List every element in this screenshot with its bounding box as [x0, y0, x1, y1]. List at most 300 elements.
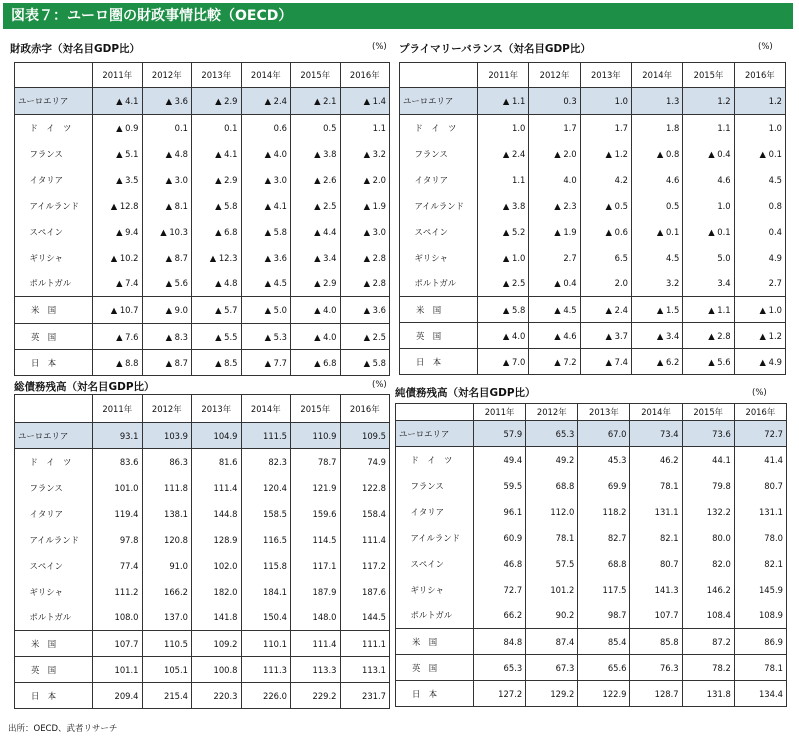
value-cell: ▲ 7.4 — [580, 349, 631, 375]
value-cell: 141.8 — [192, 605, 242, 631]
value-cell: 187.9 — [291, 579, 341, 605]
value-cell: 114.5 — [291, 527, 341, 553]
value-cell: ▲ 4.1 — [241, 193, 291, 219]
value-cell: ▲ 0.9 — [93, 115, 143, 141]
value-cell: 144.5 — [340, 605, 390, 631]
value-cell: 117.5 — [578, 577, 630, 603]
value-cell: 105.1 — [142, 657, 192, 683]
table-row — [400, 323, 786, 349]
indent-cell — [396, 447, 408, 473]
table-row — [396, 421, 787, 447]
value-cell: ▲ 3.6 — [340, 297, 390, 324]
value-cell: 49.4 — [474, 447, 526, 473]
value-cell: 6.5 — [580, 245, 631, 271]
value-cell: 145.9 — [734, 577, 786, 603]
value-cell: ▲ 1.9 — [529, 219, 580, 245]
year-header: 2015年 — [291, 395, 341, 423]
value-cell: ▲ 0.6 — [580, 219, 631, 245]
value-cell: ▲ 3.6 — [241, 245, 291, 271]
row-label: スペイン — [27, 553, 93, 579]
value-cell: 1.1 — [478, 167, 529, 193]
value-cell: 78.1 — [630, 473, 682, 499]
row-label: 米 国 — [396, 629, 474, 655]
value-cell: ▲ 0.4 — [529, 271, 580, 297]
value-cell: 82.3 — [241, 449, 291, 475]
row-label: 日 本 — [15, 683, 93, 709]
value-cell: 2.7 — [529, 245, 580, 271]
value-cell: 120.8 — [142, 527, 192, 553]
value-cell: ▲ 4.6 — [529, 323, 580, 349]
value-cell: ▲ 12.3 — [192, 245, 242, 271]
header-blank — [15, 395, 93, 423]
table-row — [15, 475, 390, 501]
value-cell: 41.4 — [734, 447, 786, 473]
year-header: 2013年 — [192, 395, 242, 423]
value-cell: 72.7 — [734, 421, 786, 447]
indent-cell — [15, 271, 27, 297]
unit-label: (%) — [372, 42, 387, 52]
value-cell: 0.3 — [529, 88, 580, 115]
value-cell: ▲ 7.7 — [241, 350, 291, 376]
value-cell: 120.4 — [241, 475, 291, 501]
table-row — [15, 297, 390, 324]
header-blank — [396, 404, 474, 421]
value-cell: 122.9 — [578, 681, 630, 707]
row-label: イタリア — [408, 499, 474, 525]
indent-cell — [400, 219, 412, 245]
value-cell: ▲ 2.1 — [291, 88, 341, 115]
value-cell: ▲ 5.2 — [478, 219, 529, 245]
value-cell: ▲ 2.0 — [529, 141, 580, 167]
value-cell: ▲ 4.0 — [478, 323, 529, 349]
value-cell: ▲ 0.4 — [683, 141, 734, 167]
table-row — [400, 88, 786, 115]
value-cell: ▲ 1.5 — [631, 297, 682, 323]
row-label: スペイン — [27, 219, 93, 245]
value-cell: ▲ 6.8 — [192, 219, 242, 245]
value-cell: 137.0 — [142, 605, 192, 631]
value-cell: 1.1 — [683, 115, 734, 141]
year-header: 2011年 — [93, 395, 143, 423]
value-cell: 96.1 — [474, 499, 526, 525]
value-cell: 101.0 — [93, 475, 143, 501]
table-row — [15, 167, 390, 193]
value-cell: 1.0 — [580, 88, 631, 115]
value-cell: 0.1 — [192, 115, 242, 141]
value-cell: 111.4 — [340, 527, 390, 553]
value-cell: 78.7 — [291, 449, 341, 475]
row-label: ギリシャ — [408, 577, 474, 603]
value-cell: ▲ 1.0 — [478, 245, 529, 271]
value-cell: 69.9 — [578, 473, 630, 499]
year-header: 2012年 — [526, 404, 578, 421]
value-cell: 68.8 — [526, 473, 578, 499]
value-cell: ▲ 0.5 — [580, 193, 631, 219]
year-header: 2011年 — [93, 63, 143, 88]
value-cell: 108.4 — [682, 603, 734, 629]
indent-cell — [396, 603, 408, 629]
value-cell: ▲ 6.2 — [631, 349, 682, 375]
value-cell: ▲ 9.4 — [93, 219, 143, 245]
value-cell: ▲ 2.8 — [683, 323, 734, 349]
value-cell: ▲ 2.6 — [291, 167, 341, 193]
value-cell: 121.9 — [291, 475, 341, 501]
value-cell: ▲ 12.8 — [93, 193, 143, 219]
row-label: ギリシャ — [27, 245, 93, 271]
value-cell: ▲ 4.1 — [93, 88, 143, 115]
table-row — [15, 527, 390, 553]
row-label: フランス — [408, 473, 474, 499]
value-cell: 159.6 — [291, 501, 341, 527]
value-cell: 113.1 — [340, 657, 390, 683]
value-cell: 107.7 — [93, 631, 143, 657]
value-cell: 182.0 — [192, 579, 242, 605]
row-label: ユーロエリア — [396, 421, 474, 447]
row-label: ユーロエリア — [400, 88, 478, 115]
header-blank — [15, 63, 93, 88]
value-cell: 1.7 — [580, 115, 631, 141]
year-header: 2014年 — [630, 404, 682, 421]
indent-cell — [400, 167, 412, 193]
value-cell: ▲ 10.7 — [93, 297, 143, 324]
header-row — [396, 404, 787, 421]
value-cell: ▲ 3.0 — [241, 167, 291, 193]
value-cell: 131.1 — [630, 499, 682, 525]
value-cell: ▲ 5.5 — [192, 324, 242, 350]
value-cell: 87.2 — [682, 629, 734, 655]
value-cell: 4.6 — [631, 167, 682, 193]
row-label: 日 本 — [396, 681, 474, 707]
value-cell: 4.5 — [734, 167, 785, 193]
value-cell: ▲ 2.4 — [241, 88, 291, 115]
row-label: イタリア — [27, 501, 93, 527]
year-header: 2016年 — [340, 395, 390, 423]
table-row — [396, 577, 787, 603]
value-cell: 1.7 — [529, 115, 580, 141]
value-cell: ▲ 2.5 — [478, 271, 529, 297]
value-cell: 1.0 — [478, 115, 529, 141]
header-row — [400, 63, 786, 88]
value-cell: ▲ 3.7 — [580, 323, 631, 349]
value-cell: 59.5 — [474, 473, 526, 499]
value-cell: ▲ 7.0 — [478, 349, 529, 375]
value-cell: 129.2 — [526, 681, 578, 707]
row-label: 日 本 — [400, 349, 478, 375]
value-cell: 229.2 — [291, 683, 341, 709]
value-cell: 57.5 — [526, 551, 578, 577]
value-cell: ▲ 4.0 — [291, 297, 341, 324]
table-row — [15, 553, 390, 579]
indent-cell — [15, 527, 27, 553]
value-cell: ▲ 5.8 — [340, 350, 390, 376]
row-label: 日 本 — [15, 350, 93, 376]
table-row — [396, 447, 787, 473]
row-label: 英 国 — [396, 655, 474, 681]
value-cell: 132.2 — [682, 499, 734, 525]
indent-cell — [400, 115, 412, 141]
value-cell: 113.3 — [291, 657, 341, 683]
value-cell: 117.2 — [340, 553, 390, 579]
value-cell: 128.7 — [630, 681, 682, 707]
value-cell: ▲ 3.0 — [142, 167, 192, 193]
year-header: 2011年 — [474, 404, 526, 421]
table-row — [400, 167, 786, 193]
value-cell: 102.0 — [192, 553, 242, 579]
value-cell: 80.7 — [630, 551, 682, 577]
indent-cell — [396, 525, 408, 551]
indent-cell — [400, 245, 412, 271]
unit-label: (%) — [758, 42, 773, 52]
unit-label: (%) — [752, 388, 767, 398]
value-cell: ▲ 5.8 — [478, 297, 529, 323]
row-label: 米 国 — [15, 631, 93, 657]
value-cell: 46.8 — [474, 551, 526, 577]
value-cell: 82.1 — [630, 525, 682, 551]
value-cell: 119.4 — [93, 501, 143, 527]
value-cell: ▲ 3.4 — [631, 323, 682, 349]
value-cell: ▲ 7.2 — [529, 349, 580, 375]
source-note: 出所：OECD、武者リサーチ — [8, 724, 118, 734]
value-cell: 66.2 — [474, 603, 526, 629]
value-cell: 131.1 — [734, 499, 786, 525]
table-row — [400, 141, 786, 167]
year-header: 2016年 — [734, 63, 785, 88]
row-label: ポルトガル — [27, 605, 93, 631]
year-header: 2016年 — [734, 404, 786, 421]
value-cell: ▲ 2.0 — [340, 167, 390, 193]
value-cell: 1.3 — [631, 88, 682, 115]
row-label: イタリア — [412, 167, 478, 193]
panel-title-fiscal-deficit: 財政赤字（対名目GDP比） — [10, 43, 141, 55]
row-label: 英 国 — [15, 324, 93, 350]
value-cell: 78.2 — [682, 655, 734, 681]
table-row — [400, 349, 786, 375]
value-cell: 109.2 — [192, 631, 242, 657]
table-row — [15, 271, 390, 297]
value-cell: 108.9 — [734, 603, 786, 629]
value-cell: ▲ 0.8 — [631, 141, 682, 167]
year-header: 2014年 — [241, 395, 291, 423]
value-cell: ▲ 5.1 — [93, 141, 143, 167]
value-cell: 67.0 — [578, 421, 630, 447]
value-cell: 128.9 — [192, 527, 242, 553]
value-cell: 57.9 — [474, 421, 526, 447]
value-cell: 215.4 — [142, 683, 192, 709]
value-cell: ▲ 5.7 — [192, 297, 242, 324]
row-label: ド イ ツ — [27, 115, 93, 141]
value-cell: 86.9 — [734, 629, 786, 655]
value-cell: 82.1 — [734, 551, 786, 577]
row-label: アイルランド — [27, 527, 93, 553]
value-cell: 122.8 — [340, 475, 390, 501]
value-cell: 78.0 — [734, 525, 786, 551]
value-cell: ▲ 8.7 — [142, 350, 192, 376]
value-cell: 4.2 — [580, 167, 631, 193]
value-cell: 4.0 — [529, 167, 580, 193]
indent-cell — [400, 141, 412, 167]
value-cell: ▲ 5.3 — [241, 324, 291, 350]
table-row — [15, 245, 390, 271]
value-cell: 187.6 — [340, 579, 390, 605]
value-cell: 4.5 — [631, 245, 682, 271]
table-row — [15, 683, 390, 709]
value-cell: ▲ 7.4 — [93, 271, 143, 297]
value-cell: 111.8 — [142, 475, 192, 501]
value-cell: ▲ 1.4 — [340, 88, 390, 115]
value-cell: 60.9 — [474, 525, 526, 551]
year-header: 2014年 — [241, 63, 291, 88]
value-cell: 5.0 — [683, 245, 734, 271]
value-cell: 91.0 — [142, 553, 192, 579]
value-cell: 74.9 — [340, 449, 390, 475]
value-cell: 107.7 — [630, 603, 682, 629]
value-cell: 73.4 — [630, 421, 682, 447]
value-cell: 101.1 — [93, 657, 143, 683]
table-row — [15, 579, 390, 605]
value-cell: ▲ 4.5 — [241, 271, 291, 297]
table-row — [400, 297, 786, 323]
value-cell: 103.9 — [142, 423, 192, 449]
value-cell: ▲ 9.0 — [142, 297, 192, 324]
table-row — [15, 219, 390, 245]
panel-title-primary-balance: プライマリーバランス（対名目GDP比） — [399, 43, 591, 55]
value-cell: ▲ 2.8 — [340, 245, 390, 271]
value-cell: 101.2 — [526, 577, 578, 603]
value-cell: ▲ 8.3 — [142, 324, 192, 350]
value-cell: ▲ 2.8 — [340, 271, 390, 297]
value-cell: 0.4 — [734, 219, 785, 245]
value-cell: ▲ 5.6 — [683, 349, 734, 375]
value-cell: 146.2 — [682, 577, 734, 603]
value-cell: 2.7 — [734, 271, 785, 297]
value-cell: ▲ 3.8 — [291, 141, 341, 167]
value-cell: 76.3 — [630, 655, 682, 681]
table-row — [396, 629, 787, 655]
indent-cell — [15, 449, 27, 475]
value-cell: 166.2 — [142, 579, 192, 605]
value-cell: 1.0 — [683, 193, 734, 219]
value-cell: 111.4 — [291, 631, 341, 657]
value-cell: 1.0 — [734, 115, 785, 141]
table-row — [400, 219, 786, 245]
year-header: 2011年 — [478, 63, 529, 88]
value-cell: 65.3 — [526, 421, 578, 447]
value-cell: 73.6 — [682, 421, 734, 447]
row-label: イタリア — [27, 167, 93, 193]
row-label: ド イ ツ — [27, 449, 93, 475]
table-row — [400, 115, 786, 141]
value-cell: ▲ 4.5 — [529, 297, 580, 323]
indent-cell — [400, 193, 412, 219]
table-row — [15, 657, 390, 683]
value-cell: 3.2 — [631, 271, 682, 297]
value-cell: ▲ 4.0 — [241, 141, 291, 167]
table-row — [396, 473, 787, 499]
indent-cell — [15, 475, 27, 501]
value-cell: 93.1 — [93, 423, 143, 449]
value-cell: 150.4 — [241, 605, 291, 631]
row-label: ギリシャ — [27, 579, 93, 605]
value-cell: ▲ 4.8 — [142, 141, 192, 167]
table-row — [396, 551, 787, 577]
value-cell: 110.1 — [241, 631, 291, 657]
value-cell: ▲ 0.1 — [734, 141, 785, 167]
value-cell: 82.0 — [682, 551, 734, 577]
value-cell: 118.2 — [578, 499, 630, 525]
row-label: スペイン — [408, 551, 474, 577]
value-cell: 111.1 — [340, 631, 390, 657]
value-cell: ▲ 10.3 — [142, 219, 192, 245]
table-row — [15, 631, 390, 657]
value-cell: 116.5 — [241, 527, 291, 553]
value-cell: ▲ 1.1 — [683, 297, 734, 323]
row-label: ド イ ツ — [408, 447, 474, 473]
indent-cell — [396, 499, 408, 525]
row-label: フランス — [412, 141, 478, 167]
table-row — [396, 499, 787, 525]
indent-cell — [400, 271, 412, 297]
value-cell: 220.3 — [192, 683, 242, 709]
table-fiscal-deficit — [14, 62, 390, 376]
table-row — [15, 88, 390, 115]
value-cell: 4.9 — [734, 245, 785, 271]
value-cell: 4.6 — [683, 167, 734, 193]
value-cell: 44.1 — [682, 447, 734, 473]
value-cell: ▲ 5.6 — [142, 271, 192, 297]
value-cell: ▲ 4.9 — [734, 349, 785, 375]
value-cell: ▲ 8.1 — [142, 193, 192, 219]
row-label: ポルトガル — [408, 603, 474, 629]
table-primary-balance — [399, 62, 786, 375]
value-cell: ▲ 4.1 — [192, 141, 242, 167]
value-cell: 3.4 — [683, 271, 734, 297]
year-header: 2012年 — [142, 395, 192, 423]
table-row — [15, 324, 390, 350]
indent-cell — [396, 577, 408, 603]
table-row — [15, 193, 390, 219]
value-cell: ▲ 2.4 — [580, 297, 631, 323]
value-cell: 0.5 — [291, 115, 341, 141]
value-cell: 49.2 — [526, 447, 578, 473]
value-cell: ▲ 5.8 — [192, 193, 242, 219]
value-cell: 81.6 — [192, 449, 242, 475]
value-cell: ▲ 5.8 — [241, 219, 291, 245]
value-cell: 1.2 — [683, 88, 734, 115]
value-cell: ▲ 3.6 — [142, 88, 192, 115]
row-label: ポルトガル — [27, 271, 93, 297]
value-cell: 127.2 — [474, 681, 526, 707]
value-cell: ▲ 2.9 — [291, 271, 341, 297]
table-row — [15, 501, 390, 527]
table-row — [400, 245, 786, 271]
year-header: 2012年 — [142, 63, 192, 88]
value-cell: 80.7 — [734, 473, 786, 499]
value-cell: ▲ 2.3 — [529, 193, 580, 219]
indent-cell — [15, 501, 27, 527]
value-cell: ▲ 4.8 — [192, 271, 242, 297]
row-label: 英 国 — [15, 657, 93, 683]
row-label: アイルランド — [27, 193, 93, 219]
value-cell: 97.8 — [93, 527, 143, 553]
year-header: 2014年 — [631, 63, 682, 88]
figure-title: 図表７：ユーロ圏の財政事情比較（OECD） — [3, 3, 793, 29]
panel-title-net-debt: 純債務残高（対名目GDP比） — [395, 387, 536, 399]
row-label: ド イ ツ — [412, 115, 478, 141]
value-cell: 68.8 — [578, 551, 630, 577]
indent-cell — [396, 473, 408, 499]
value-cell: 184.1 — [241, 579, 291, 605]
row-label: スペイン — [412, 219, 478, 245]
